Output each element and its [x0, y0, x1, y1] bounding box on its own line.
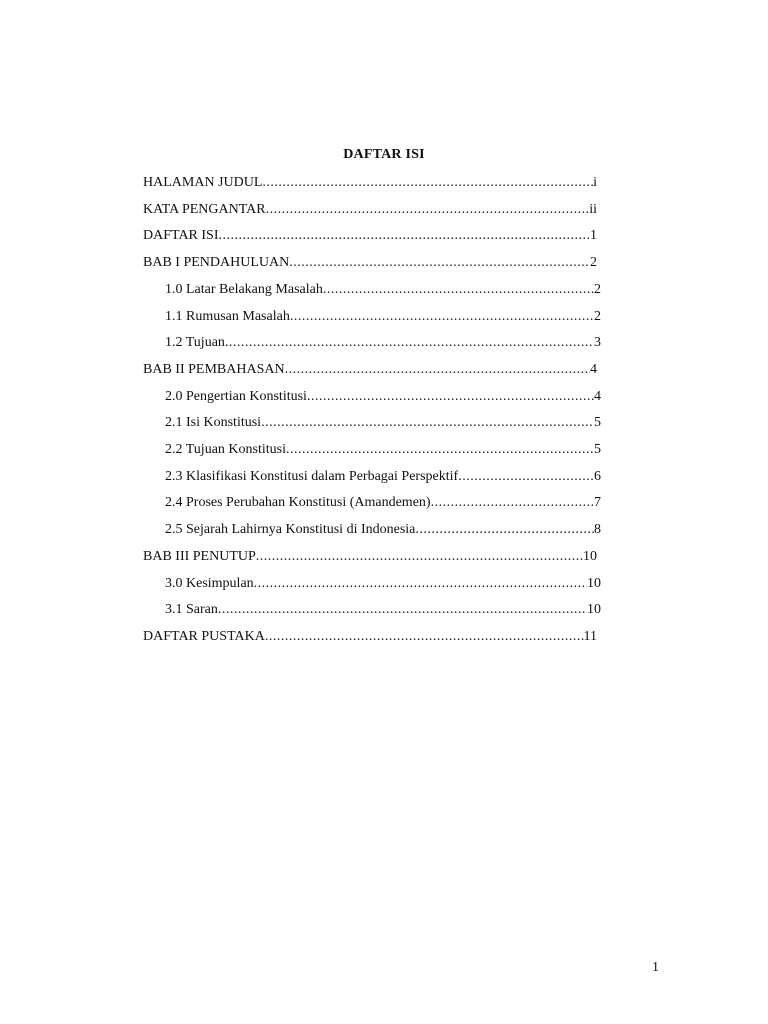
page-title: DAFTAR ISI [343, 147, 425, 162]
toc-entry-page: 4 [590, 361, 597, 377]
toc-entry-label: 1.2 Tujuan [165, 335, 225, 351]
toc-entry-page: 6 [594, 468, 601, 484]
toc-entry-label: BAB II PEMBAHASAN [143, 361, 285, 377]
dot-leader [431, 490, 594, 516]
toc-entry-page: 5 [594, 415, 601, 431]
toc-entry [143, 357, 597, 383]
toc-entry [165, 410, 601, 436]
toc-entry-label: BAB III PENUTUP [143, 548, 256, 564]
toc-entry [165, 330, 601, 356]
toc-entry-page: 8 [594, 522, 601, 538]
toc-entry [143, 624, 597, 650]
dot-leader [458, 464, 594, 490]
toc-entry-page: 4 [594, 388, 601, 404]
toc-entry [165, 490, 601, 516]
toc-entry-label: 3.1 Saran [165, 602, 218, 618]
toc-entry-label: DAFTAR PUSTAKA [143, 628, 265, 644]
dot-leader [225, 330, 594, 356]
toc-entry [143, 197, 597, 223]
toc-entry [165, 437, 601, 463]
toc-entry-page: 10 [587, 575, 601, 591]
toc-entry-page: 5 [594, 442, 601, 457]
dot-leader [262, 170, 593, 196]
dot-leader [265, 624, 584, 650]
toc-entry-label: DAFTAR ISI [143, 228, 219, 244]
toc-entry-page: ii [589, 201, 597, 217]
toc-entry [143, 544, 597, 570]
toc-entry-label: 2.0 Pengertian Konstitusi [165, 388, 307, 404]
toc-entry-label: 1.0 Latar Belakang Masalah [165, 281, 323, 297]
dot-leader [254, 571, 587, 597]
dot-leader [266, 197, 590, 223]
dot-leader [256, 544, 583, 570]
toc-entry-page: 7 [594, 495, 601, 511]
toc-entry [165, 304, 601, 330]
toc-entry-label: 2.4 Proses Perubahan Konstitusi (Amandemen) [165, 495, 431, 511]
toc-entry-label: 2.3 Klasifikasi Konstitusi dalam Perbagai Perspektif [165, 468, 459, 484]
dot-leader [415, 517, 594, 543]
toc-entry-page: 3 [594, 335, 601, 351]
toc-entry [165, 597, 601, 623]
toc-entry-label: 3.0 Kesimpulan [165, 575, 254, 591]
dot-leader [290, 304, 594, 330]
toc-entry-page: 2 [594, 281, 601, 297]
toc-entry-label: 1.1 Rumusan Masalah [165, 308, 290, 324]
toc-entry [165, 464, 601, 490]
toc-entry-page: 2 [594, 308, 601, 324]
toc-entry-page: i [593, 175, 597, 190]
dot-leader [218, 597, 587, 623]
dot-leader [261, 410, 594, 436]
dot-leader [285, 357, 590, 383]
dot-leader [219, 223, 591, 249]
toc-entry-label: HALAMAN JUDUL [143, 175, 263, 190]
toc-entry [165, 571, 601, 597]
toc-entry-label: BAB I PENDAHULUAN [143, 255, 290, 271]
toc-entry-page: 10 [587, 602, 601, 618]
toc-entry [165, 384, 601, 410]
dot-leader [289, 250, 590, 276]
toc-entry-label: 2.1 Isi Konstitusi [165, 415, 262, 431]
toc-entry-label: KATA PENGANTAR [143, 201, 266, 217]
dot-leader [286, 437, 594, 463]
toc-entry [143, 250, 597, 276]
dot-leader [307, 384, 594, 410]
toc-entry-page: 1 [590, 228, 597, 244]
toc-entry [143, 223, 597, 249]
toc-entry-page: 10 [583, 548, 597, 564]
page-number: 1 [652, 960, 659, 975]
toc-entry-page: 11 [583, 628, 597, 644]
toc-entry-page: 2 [590, 255, 597, 271]
toc-entry-label: 2.5 Sejarah Lahirnya Konstitusi di Indonesia [165, 522, 416, 538]
toc-entry [143, 170, 597, 196]
toc-entry [165, 277, 601, 303]
toc-entry [165, 517, 601, 543]
toc-entry-label: 2.2 Tujuan Konstitusi [165, 442, 286, 457]
dot-leader [323, 277, 594, 303]
